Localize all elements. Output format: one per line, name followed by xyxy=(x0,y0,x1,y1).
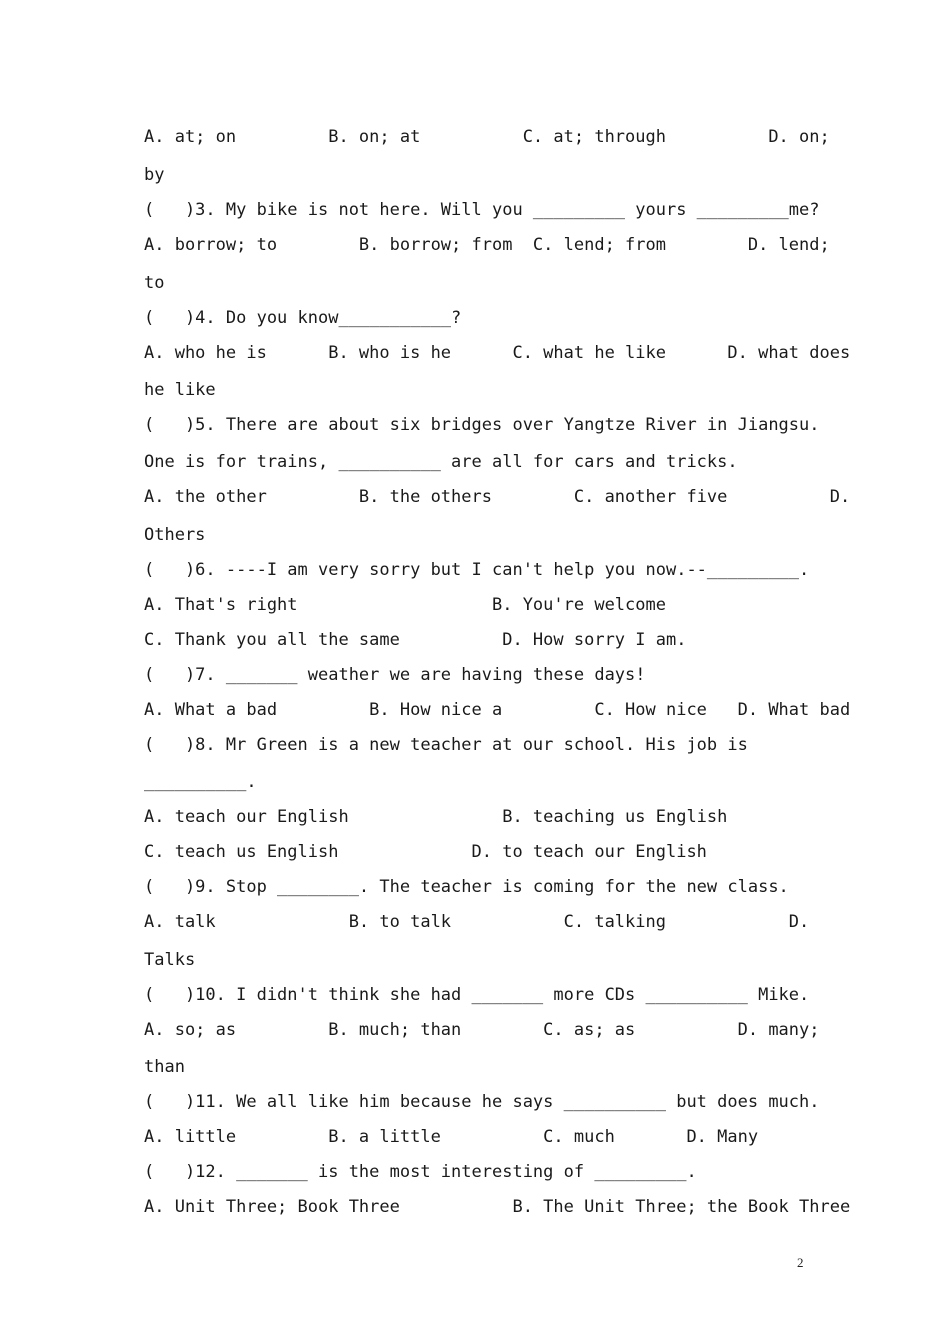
text-line: __________. xyxy=(144,772,257,792)
option-line: A. teach our English B. teaching us English xyxy=(144,807,728,827)
text-line: Others xyxy=(144,525,206,545)
option-line: A. Unit Three; Book Three B. The Unit Three; the Book Three xyxy=(144,1197,851,1217)
option-line: A. talk B. to talk C. talking D. xyxy=(144,912,810,932)
question-line: ( )5. There are about six bridges over Yangtze River in Jiangsu. xyxy=(144,415,820,435)
option-line: A. who he is B. who is he C. what he like D. what does xyxy=(144,343,851,363)
question-line: ( )3. My bike is not here. Will you _________ yours _________me? xyxy=(144,200,820,220)
text-line: A. at; on B. on; at C. at; through D. on; xyxy=(144,127,830,147)
option-line: C. Thank you all the same D. How sorry I am. xyxy=(144,630,687,650)
text-line: to xyxy=(144,273,165,293)
text-line: Talks xyxy=(144,950,196,970)
text-line: than xyxy=(144,1057,185,1077)
option-line: A. the other B. the others C. another five D. xyxy=(144,487,851,507)
question-line: ( )6. ----I am very sorry but I can't help you now.--_________. xyxy=(144,560,810,580)
option-line: A. That's right B. You're welcome xyxy=(144,595,666,615)
question-line: ( )10. I didn't think she had _______ more CDs __________ Mike. xyxy=(144,985,810,1005)
question-line: ( )8. Mr Green is a new teacher at our school. His job is xyxy=(144,735,748,755)
option-line: A. What a bad B. How nice a C. How nice D. What bad xyxy=(144,700,851,720)
question-line: ( )12. _______ is the most interesting of _________. xyxy=(144,1162,697,1182)
question-line: ( )7. _______ weather we are having these days! xyxy=(144,665,646,685)
page-number: 2 xyxy=(797,1255,804,1270)
question-line: ( )9. Stop ________. The teacher is coming for the new class. xyxy=(144,877,789,897)
option-line: C. teach us English D. to teach our English xyxy=(144,842,707,862)
text-line: he like xyxy=(144,380,216,400)
text-line: by xyxy=(144,165,165,185)
option-line: A. borrow; to B. borrow; from C. lend; from D. lend; xyxy=(144,235,830,255)
option-line: A. so; as B. much; than C. as; as D. many; xyxy=(144,1020,820,1040)
question-line: ( )4. Do you know___________? xyxy=(144,308,462,328)
option-line: A. little B. a little C. much D. Many xyxy=(144,1127,759,1147)
question-line: ( )11. We all like him because he says __________ but does much. xyxy=(144,1092,820,1112)
text-line: One is for trains, __________ are all for cars and tricks. xyxy=(144,452,738,472)
